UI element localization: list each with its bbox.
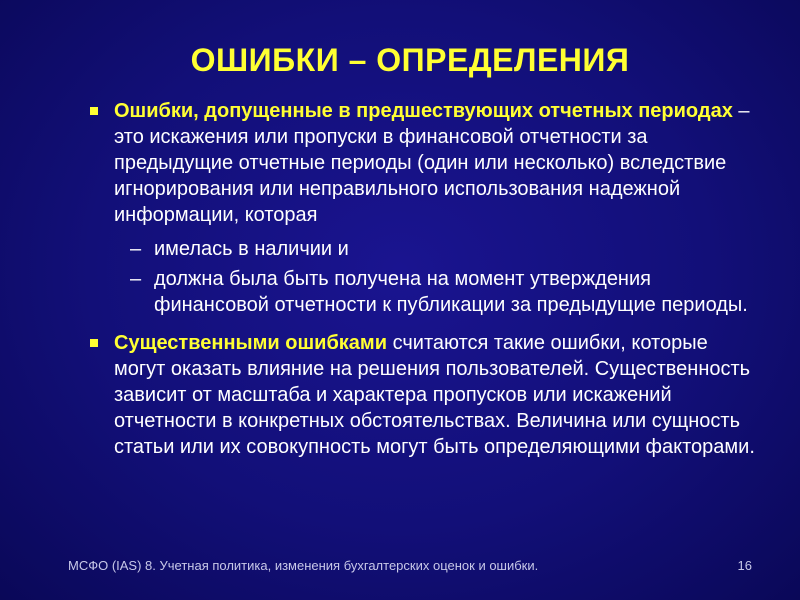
square-bullet-icon xyxy=(90,107,98,115)
bullet-item-material-errors xyxy=(88,330,760,460)
slide-content xyxy=(88,98,760,460)
bullet-text: считаются такие ошибки, которые могут оказать влияние на решения пользователей. Существенность зависит от масштаба и характера пропусков или искажений отчетности в конкретных обстоятельствах. Величина или сущность статьи или их совокупность могут быть определяющими факторами. xyxy=(114,332,755,458)
sub-item-text: имелась в наличии и xyxy=(154,238,349,260)
bullet-text: – это искажения или пропуски в финансовой отчетности за предыдущие отчетные периоды (один или несколько) вследствие игнорирования или неправильного использования надежной информации, которая xyxy=(114,100,750,226)
dash-bullet-icon: – xyxy=(130,238,142,260)
footer-caption: МСФО (IAS) 8. Учетная политика, изменения бухгалтерских оценок и ошибки. xyxy=(68,558,539,573)
bullet-highlight: Существенными ошибками xyxy=(114,332,388,354)
slide-title: ОШИБКИ – ОПРЕДЕЛЕНИЯ xyxy=(190,42,630,78)
bullet-item-errors-definition xyxy=(88,98,760,228)
sub-item-text: должна была быть получена на момент утверждения финансовой отчетности к публикации за предыдущие периоды. xyxy=(154,268,748,316)
bullet-highlight: Ошибки, допущенные в предшествующих отчетных периодах xyxy=(114,100,733,122)
page-number: 16 xyxy=(737,558,752,573)
sub-list-item xyxy=(130,266,760,318)
square-bullet-icon xyxy=(90,339,98,347)
dash-bullet-icon: – xyxy=(130,268,142,290)
sub-list-item xyxy=(130,236,760,262)
sub-list xyxy=(130,236,760,318)
